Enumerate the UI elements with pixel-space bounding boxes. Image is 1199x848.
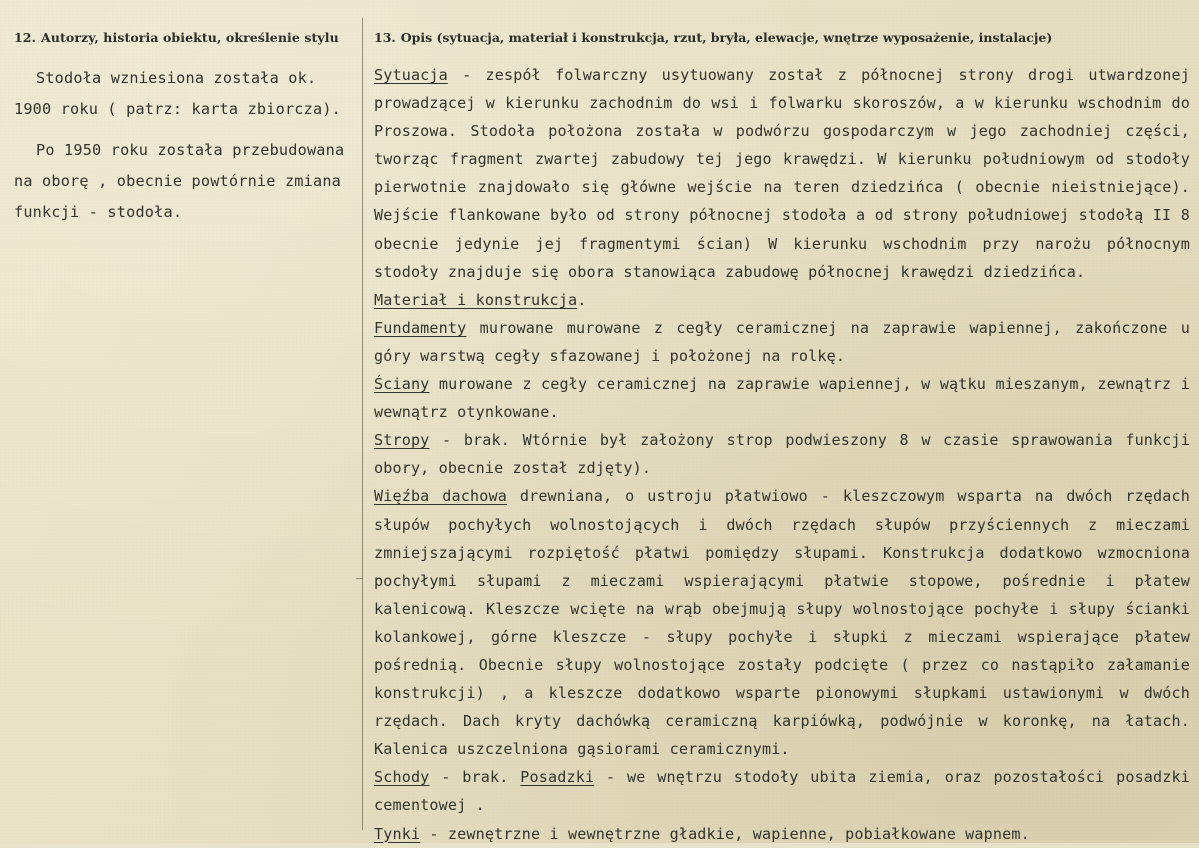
field-13-number: 13. [374, 30, 396, 45]
field-12-body [14, 63, 350, 228]
description-section [374, 314, 1190, 370]
description-section [374, 820, 1190, 848]
field-12-number: 12. [14, 30, 37, 45]
section-heading-schody: Schody [374, 768, 430, 787]
left-paragraph-1: Stodoła wzniesiona została ok. 1900 roku ( patrz: karta zbiorcza). [14, 69, 342, 118]
section-body-posadzki: - we wnętrzu stodoły ubita ziemia, oraz pozostałości posadzki cementowej . [374, 768, 1190, 815]
field-12-title: Autorzy, historia obiektu, określenie stylu [41, 30, 339, 45]
section-body-tynki: - zewnętrzne i wewnętrzne gładkie, wapienne, pobiałkowane wapnem. [420, 824, 1030, 843]
right-column [374, 30, 1190, 848]
field-13-title: Opis (sytuacja, materiał i konstrukcja, rzut, bryła, elewacje, wnętrze wyposażenie, instalacje) [400, 30, 1053, 45]
section-body-schody: - brak. [429, 768, 521, 787]
column-divider [362, 18, 363, 830]
section-body-wiezba-dachowa: drewniana, o ustroju płatwiowo - kleszczowym wsparta na dwóch rzędach słupów pochyłych wolnostojących i dwóch rzędach słupów przyściennych z mieczami zmniejszającymi rozpiętość płatwi pomiędzy słupami. Konstrukcja dodatkowo wzmocniona pochyłymi słupami z mieczami wspierającymi płatwie stopowe, pośrednie i płatew kalenicową. Kleszcze wcięte na wrąb obejmują słupy wolnostojące pochyłe i słupy ścianki kolankowej, górne kleszcze - słupy pochyłe i słupki z mieczami wspierające płatew pośrednią. Obecnie słupy wolnostojące zostały podcięte ( przez co nastąpiło załamanie konstrukcji) , a kleszcze dodatkowo wsparte pionowymi słupkami ustawionymi w dwóch rzędach. Dach kryty dachówką ceramiczną karpiówką, podwójnie w koronkę, na łatach. Kalenica uszczelniona gąsiorami ceramicznymi. [374, 487, 1190, 759]
section-body-fundamenty: murowane murowane z cegły ceramicznej na zaprawie wapiennej, zakończone u góry warstwą cegły sfazowanej i położonej na rolkę. [374, 318, 1190, 365]
section-body-sytuacja: - zespół folwarczny usytuowany został z północnej strony drogi utwardzonej prowadzącej w kierunku zachodnim do wsi i folwarku skoroszów, a w kierunku wschodnim do Proszowa. Stodoła położona została w podwórzu gospodarczym w jego zachodniej części, tworząc fragment zwartej zabudowy tej jego krawędzi. W kierunku południowym od stodoły pierwotnie znajdowało się główne wejście na teren dziedzińca ( obecnie nieistniejące). Wejście flankowane było od strony północnej stodoła a od strony południowej stodołą II 8 obecnie jedynie jej fragmentymi ścian) W kierunku wschodnim przy narożu północnym stodoły znajduje się obora stanowiąca zabudowę północnej krawędzi dziedzińca. [374, 66, 1190, 281]
section-heading-stropy: Stropy [374, 431, 430, 450]
description-section [374, 370, 1190, 426]
left-column [14, 30, 350, 238]
section-heading-tynki: Tynki [374, 824, 421, 843]
section-heading-fundamenty: Fundamenty [374, 318, 467, 337]
description-section [374, 763, 1190, 819]
field-12-header [14, 30, 350, 45]
field-13-header [374, 30, 1190, 45]
description-section [374, 286, 1190, 314]
section-body-material-i-konstrukcja: . [577, 290, 587, 309]
section-body-sciany: murowane z cegły ceramicznej na zaprawie wapiennej, w wątku mieszanym, zewnątrz i wewnątrz otynkowane. [374, 375, 1190, 422]
section-body-stropy: - brak. Wtórnie był założony strop podwieszony 8 w czasie sprawowania funkcji obory, obecnie został zdjęty). [374, 431, 1190, 478]
description-section [374, 61, 1190, 286]
field-13-body [374, 61, 1190, 848]
description-section [374, 426, 1190, 482]
section-heading-sytuacja: Sytuacja [374, 66, 448, 84]
description-section [374, 482, 1190, 763]
section-heading-posadzki: Posadzki [520, 768, 595, 787]
section-heading-material-i-konstrukcja: Materiał i konstrukcja [374, 290, 578, 309]
section-heading-sciany: Ściany [374, 375, 430, 394]
left-paragraph-2: Po 1950 roku została przebudowana na oborę , obecnie powtórnie zmiana funkcji - stodoła. [14, 141, 345, 221]
section-heading-wiezba-dachowa: Więźba dachowa [374, 487, 507, 506]
